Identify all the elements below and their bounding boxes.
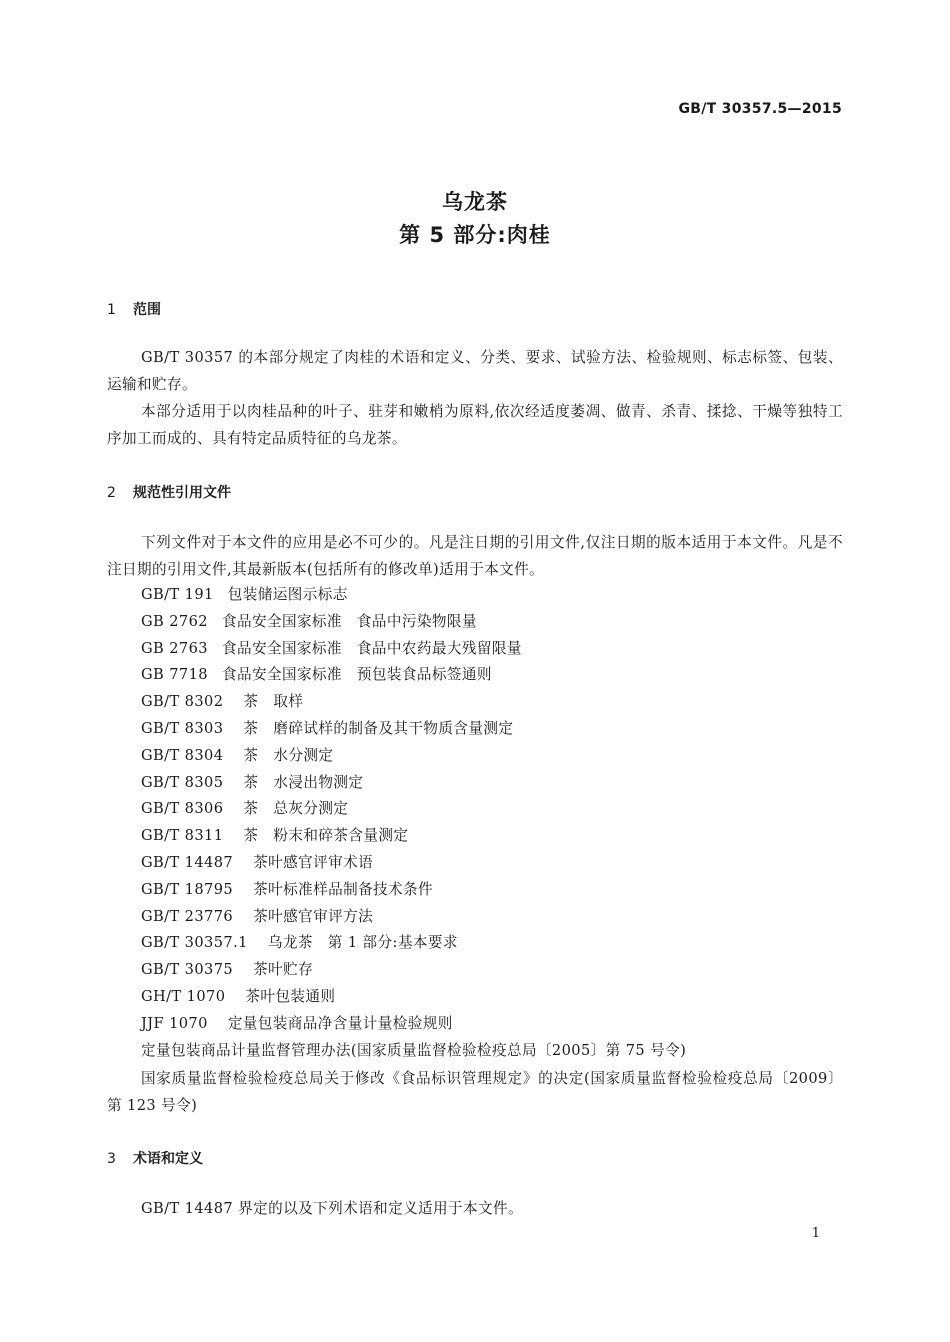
section-3-heading	[107, 1148, 203, 1168]
section-number: 2	[107, 485, 116, 501]
section-title: 规范性引用文件	[133, 485, 231, 501]
document-subtitle: 第 5 部分:肉桂	[399, 223, 551, 247]
section-1-heading	[107, 299, 161, 319]
reference-item: GB 2763 食品安全国家标准 食品中农药最大残留限量	[141, 639, 522, 657]
reference-item: 定量包装商品计量监督管理办法(国家质量监督检验检疫总局〔2005〕第 75 号令)	[141, 1041, 687, 1059]
reference-item: GB/T 18795 茶叶标准样品制备技术条件	[141, 880, 434, 898]
section-title: 范围	[133, 302, 161, 318]
scope-paragraph-1: GB/T 30357 的本部分规定了肉桂的术语和定义、分类、要求、试验方法、检验规则、标志标签、包装、运输和贮存。	[107, 349, 843, 393]
document-title: 乌龙茶	[442, 190, 508, 214]
reference-item: GB 2762 食品安全国家标准 食品中污染物限量	[141, 612, 477, 630]
page-number: 1	[811, 1226, 820, 1241]
section-2-heading	[107, 482, 231, 502]
section-title: 术语和定义	[133, 1151, 203, 1167]
reference-extra-regulation: 国家质量监督检验检疫总局关于修改《食品标识管理规定》的决定(国家质量监督检验检疫总局〔2009〕第 123 号令)	[107, 1070, 843, 1114]
references-intro: 下列文件对于本文件的应用是必不可少的。凡是注日期的引用文件,仅注日期的版本适用于本文件。凡是不注日期的引用文件,其最新版本(包括所有的修改单)适用于本文件。	[107, 534, 843, 578]
reference-item: GB/T 8306 茶 总灰分测定	[141, 800, 349, 818]
reference-item: GB/T 191 包装储运图示标志	[141, 586, 348, 603]
reference-item: GB/T 8311 茶 粉末和碎茶含量测定	[141, 827, 409, 845]
terms-intro: GB/T 14487 界定的以及下列术语和定义适用于本文件。	[141, 1200, 524, 1217]
reference-item: GB/T 14487 茶叶感官评审术语	[141, 853, 374, 871]
reference-list	[141, 582, 686, 1064]
section-number: 3	[107, 1151, 116, 1167]
reference-item: GB/T 8305 茶 水浸出物测定	[141, 773, 364, 791]
reference-item: GB 7718 食品安全国家标准 预包装食品标签通则	[141, 666, 492, 684]
reference-item: GB/T 30357.1 乌龙茶 第 1 部分:基本要求	[141, 934, 458, 952]
reference-item: GB/T 8302 茶 取样	[141, 693, 304, 711]
reference-item: GB/T 23776 茶叶感官审评方法	[141, 907, 374, 925]
reference-item: GB/T 8303 茶 磨碎试样的制备及其干物质含量测定	[141, 719, 514, 737]
reference-item: GB/T 30375 茶叶贮存	[141, 961, 314, 979]
standard-number: GB/T 30357.5—2015	[678, 101, 842, 117]
reference-item: GH/T 1070 茶叶包装通则	[141, 987, 336, 1005]
reference-item: JJF 1070 定量包装商品净含量计量检验规则	[141, 1014, 453, 1032]
reference-item: GB/T 8304 茶 水分测定	[141, 746, 334, 764]
scope-paragraph-2: 本部分适用于以肉桂品种的叶子、驻芽和嫩梢为原料,依次经适度萎凋、做青、杀青、揉捻、干燥等独特工序加工而成的、具有特定品质特征的乌龙茶。	[107, 403, 843, 447]
section-number: 1	[107, 302, 116, 318]
